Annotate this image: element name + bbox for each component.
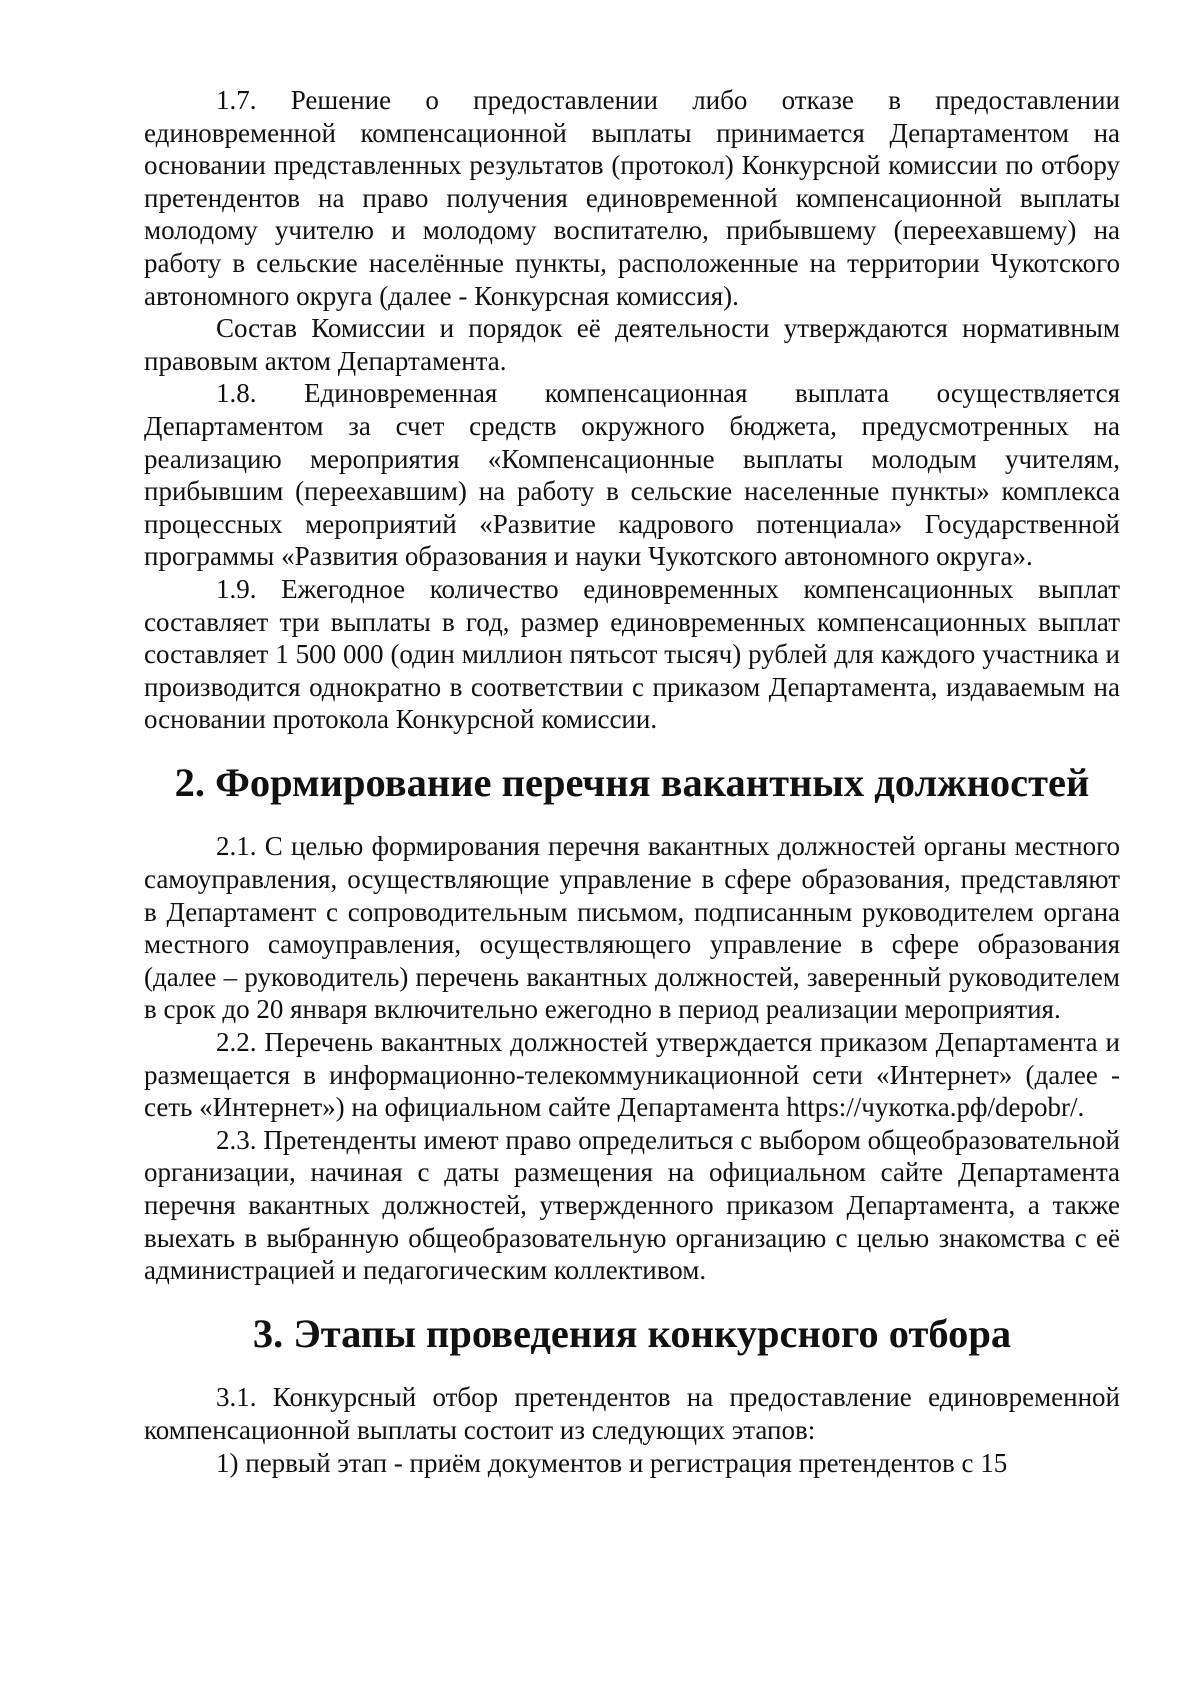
paragraph-3-1: 3.1. Конкурсный отбор претендентов на предоставление единовременной компенсационной выплаты состоит из следующих этапов:: [144, 1382, 1120, 1445]
paragraph-commission-composition: Состав Комиссии и порядок её деятельности утверждаются нормативным правовым актом Департамента.: [144, 313, 1120, 376]
section-2-heading: 2. Формирование перечня вакантных должностей: [174, 759, 1090, 805]
paragraph-stage-1: 1) первый этап - приём документов и регистрация претендентов с 15: [216, 1447, 1008, 1478]
paragraph-1-9: 1.9. Ежегодное количество единовременных компенсационных выплат составляет три выплаты в год, размер единовременных компенсационных выплат составляет 1 500 000 (один миллион пятьсот тысяч) рублей для каждого участника и производится однократно в соответствии с приказом Департамента, издаваемым на основании протокола Конкурсной комиссии.: [144, 573, 1120, 735]
paragraph-1-7: 1.7. Решение о предоставлении либо отказе в предоставлении единовременной компенсационной выплаты принимается Департаментом на основании представленных результатов (протокол) Конкурсной комиссии по отбору претендентов на право получения единовременной компенсационной выплаты молодому учителю и молодому воспитателю, прибывшему (переехавшему) на работу в сельские населённые пункты, расположенные на территории Чукотского автономного округа (далее - Конкурсная комиссия).: [144, 85, 1120, 311]
paragraph-1-8: 1.8. Единовременная компенсационная выплата осуществляется Департаментом за счет средств окружного бюджета, предусмотренных на реализацию мероприятия «Компенсационные выплаты молодым учителям, прибывшим (переехавшим) на работу в сельские населенные пункты» комплекса процессных мероприятий «Развитие кадрового потенциала» Государственной программы «Развития образования и науки Чукотского автономного округа».: [144, 378, 1120, 572]
paragraph-2-3: 2.3. Претенденты имеют право определиться с выбором общеобразовательной организации, начиная с даты размещения на официальном сайте Департамента перечня вакантных должностей, утвержденного приказом Департамента, а также выехать в выбранную общеобразовательную организацию с целью знакомства с её администрацией и педагогическим коллективом.: [144, 1124, 1120, 1286]
paragraph-2-2: 2.2. Перечень вакантных должностей утверждается приказом Департамента и размещается в информационно-телекоммуникационной сети «Интернет» (далее - сеть «Интернет») на официальном сайте Департамента https://чукотка.рф/depobr/.: [144, 1027, 1120, 1123]
paragraph-2-1: 2.1. С целью формирования перечня вакантных должностей органы местного самоуправления, осуществляющие управление в сфере образования, представляют в Департамент с сопроводительным письмом, подписанным руководителем органа местного самоуправления, осуществляющего управление в сфере образования (далее – руководитель) перечень вакантных должностей, заверенный руководителем в срок до 20 января включительно ежегодно в период реализации мероприятия.: [144, 831, 1120, 1025]
section-3-heading: 3. Этапы проведения конкурсного отбора: [252, 1310, 1012, 1356]
